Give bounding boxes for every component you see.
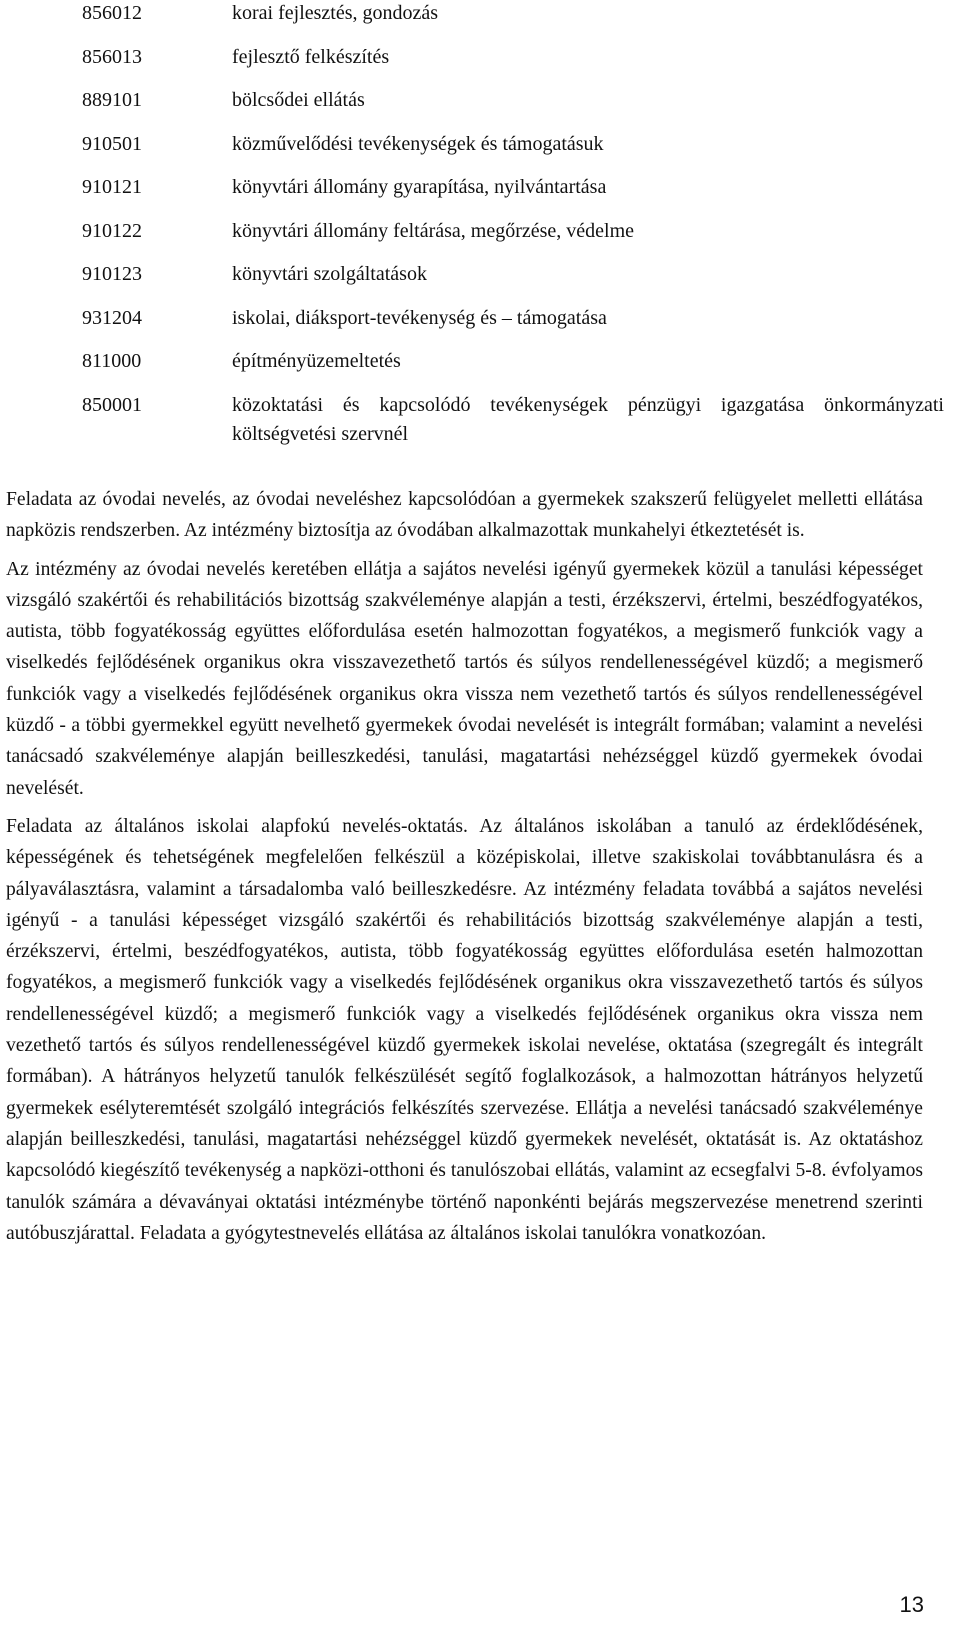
activity-description: közoktatási és kapcsolódó tevékenységek pénzügyi igazgatása önkormányzati költségvetési szervnél: [232, 393, 944, 445]
activity-code: 856013: [82, 45, 142, 68]
activity-code: 856012: [82, 2, 142, 24]
activity-code: 889101: [82, 89, 142, 111]
code-row: [0, 347, 960, 376]
body-text: [6, 484, 923, 1256]
activity-description: iskolai, diáksport-tevékenység és – támogatása: [232, 306, 607, 329]
paragraph-special-needs: Az intézmény az óvodai nevelés keretében ellátja a sajátos nevelési igényű gyermekek közül a tanulási képességet vizsgáló szakértői és rehabilitációs bizottság szakvéleménye alapján a testi, érzékszervi, értelmi, beszédfogyatékos, autista, több fogyatékosság együttes előfordulása esetén halmozottan fogyatékos, a megismerő funkciók vagy a viselkedés fejlődésének organikus okra visszavezethető tartós és súlyos rendellenességével küzdő; a megismerő funkciók vagy a viselkedés fejlődésének organikus okra vissza nem vezethető tartós és súlyos rendellenességével küzdő - a többi gyermekkel együtt nevelhető gyermekek óvodai nevelését is integrált formában; valamint a nevelési tanácsadó szakvéleménye alapján beilleszkedési, tanulási, magatartási nehézséggel küzdő gyermekek óvodai nevelését.: [6, 558, 923, 799]
page-number: 13: [899, 1592, 924, 1617]
activity-description: közművelődési tevékenységek és támogatásuk: [232, 132, 604, 155]
activity-description: könyvtári állomány gyarapítása, nyilvántartása: [232, 176, 607, 198]
code-row: [0, 173, 960, 202]
code-row: [0, 86, 960, 115]
activity-description: könyvtári állomány feltárása, megőrzése, védelme: [232, 219, 635, 242]
activity-code: 910123: [82, 263, 142, 285]
code-row: [0, 217, 960, 246]
paragraph-kindergarten: Feladata az óvodai nevelés, az óvodai neveléshez kapcsolódóan a gyermekek szakszerű felügyelet melletti ellátása napközis rendszerben. Az intézmény biztosítja az óvodában alkalmazottak munkahelyi étkeztetését is.: [6, 489, 923, 542]
activity-code: 910501: [82, 132, 142, 155]
code-row: [0, 304, 960, 333]
activity-code: 931204: [82, 306, 142, 329]
activity-description: korai fejlesztés, gondozás: [232, 2, 439, 24]
activity-description: bölcsődei ellátás: [232, 89, 365, 111]
activity-code: 850001: [82, 393, 142, 416]
activity-description: könyvtári szolgáltatások: [232, 263, 427, 285]
code-row: [0, 391, 960, 449]
activity-code: 811000: [82, 350, 142, 372]
activity-description: fejlesztő felkészítés: [232, 45, 390, 68]
activity-code-list: [0, 0, 960, 463]
activity-code: 910122: [82, 219, 142, 242]
code-row: [0, 0, 960, 28]
activity-code: 910121: [82, 176, 142, 198]
code-row: [0, 130, 960, 159]
code-row: [0, 260, 960, 289]
activity-description: építményüzemeltetés: [232, 350, 401, 372]
code-row: [0, 43, 960, 72]
paragraph-primary-school: Feladata az általános iskolai alapfokú nevelés-oktatás. Az általános iskolában a tanuló az érdeklődésének, képességének és tehetségének megfelelően felkészül a középiskolai, illetve szakiskolai továbbtanulásra és a pályaválasztásra, valamint a társadalomba való beilleszkedésre. Az intézmény feladata továbbá a sajátos nevelési igényű - a tanulási képességet vizsgáló szakértői és rehabilitációs bizottság szakvéleménye alapján a testi, érzékszervi, értelmi, beszédfogyatékos, autista, több fogyatékosság együttes előfordulása esetén halmozottan fogyatékos, a megismerő funkciók vagy a viselkedés fejlődésének organikus okra visszavezethető tartós és súlyos rendellenességével küzdő; a megismerő funkciók vagy a viselkedés fejlődésének organikus okra vissza nem vezethető tartós és súlyos rendellenességével küzdő gyermekek iskolai nevelése, oktatása (szegregált és integrált formában). A hátrányos helyzetű tanulók felkészülését segítő foglalkozások, a halmozottan hátrányos helyzetű gyermekek esélyteremtését szolgáló integrációs felkészítés szervezése. Ellátja a nevelési tanácsadó szakvéleménye alapján beilleszkedési, tanulási, magatartási nehézséggel küzdő gyermekek nevelését, oktatását is. Az oktatáshoz kapcsolódó kiegészítő tevékenység a napközi-otthoni és tanulószobai ellátás, valamint az ecsegfalvi 5-8. évfolyamos tanulók számára a dévaványai oktatási intézménybe történő naponkénti bejárás megszervezése menetrend szerinti autóbuszjárattal. Feladata a gyógytestnevelés ellátása az általános iskolai tanulókra vonatkozóan.: [6, 815, 923, 1244]
